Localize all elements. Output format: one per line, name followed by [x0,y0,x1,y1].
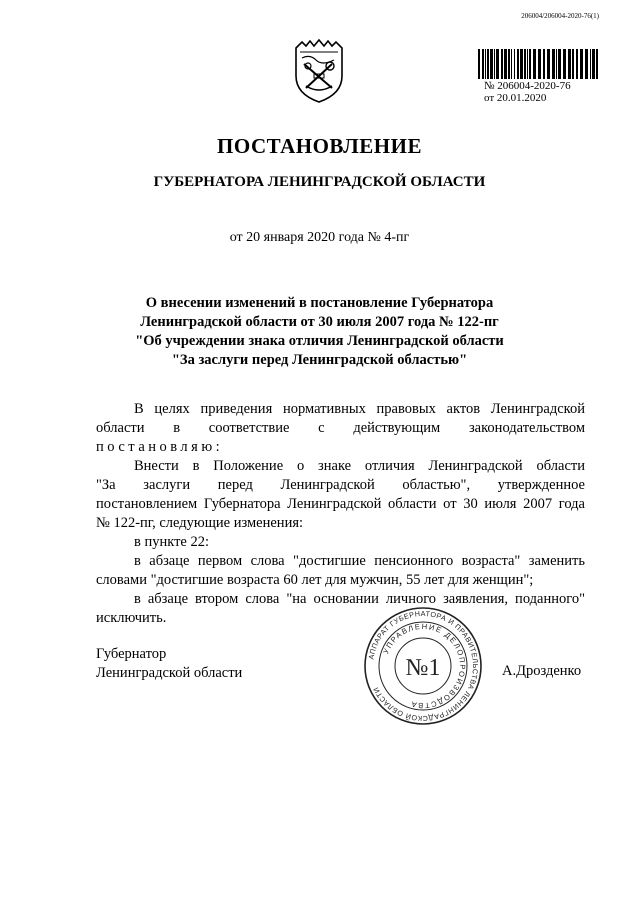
barcode-bar [511,49,512,79]
heading-line: Ленинградской области от 30 июля 2007 года № 122-пг [140,314,499,330]
stamp-inner-text: УПРАВЛЕНИЕ ДЕЛОПРОИЗВОДСТВА [381,621,468,711]
barcode-bar [496,49,499,79]
barcode-bar [514,49,515,79]
barcode-bar [576,49,578,79]
barcode-bar [556,49,557,79]
document-heading [80,294,559,370]
barcode-bar [563,49,566,79]
barcode-bar [520,49,523,79]
document-body [96,400,585,628]
barcode-bar [529,49,531,79]
barcode-bar [508,49,510,79]
barcode-icon [478,49,600,79]
body-line: В целях приведения нормативных правовых актов Ленинградской [134,401,585,417]
barcode-bar [558,49,561,79]
barcode-bar [478,49,480,79]
official-stamp-icon [362,605,484,727]
barcode-bar [501,49,503,79]
body-line: исключить. [96,610,167,626]
coat-of-arms-icon [292,38,346,104]
signatory-title-line: Губернатор [96,646,167,662]
body-line: в пункте 22: [134,534,210,550]
barcode-bar [490,49,493,79]
barcode-bar [596,49,598,79]
document-header-id: 206004/206004-2020-76(1) [521,12,599,20]
barcode-bar [527,49,528,79]
barcode-bar [494,49,495,79]
stamp-number: №1 [405,655,441,681]
heading-line: "За заслуги перед Ленинградской областью" [171,352,468,368]
barcode-bar [504,49,507,79]
body-line: постановлением Губернатора Ленинградской области от 30 июля 2007 года [96,496,585,512]
barcode-bar [568,49,571,79]
document-title: ПОСТАНОВЛЕНИЕ [217,134,422,158]
stamp-outer-text: АППАРАТ ГУБЕРНАТОРА И ПРАВИТЕЛЬСТВА ЛЕНИНГРАДСКОЙ ОБЛАСТИ [366,608,481,724]
heading-line: О внесении изменений в постановление Губернатора [145,295,494,311]
barcode-bar [482,49,484,79]
body-line: № 122-пг, следующие изменения: [96,515,304,531]
barcode-bar [592,49,595,79]
body-line: в абзаце втором слова "на основании личного заявления, поданного" [134,591,585,607]
registration-date: от 20.01.2020 [484,92,547,104]
barcode-bar [585,49,588,79]
barcode-bar [547,49,550,79]
barcode-bar [590,49,591,79]
barcode-bar [543,49,545,79]
signatory-name: А.Дрозденко [502,663,582,679]
barcode-bar [485,49,486,79]
barcode-bar [552,49,555,79]
barcode-bar [517,49,519,79]
body-line: в абзаце первом слова "достигшие пенсионного возраста" заменить [134,553,585,569]
registration-block [484,80,571,104]
body-line: "За заслуги перед Ленинградской областью", утвержденное [96,477,585,493]
body-line: области в соответствие с действующим законодательством [96,420,585,436]
registration-number: № 206004-2020-76 [484,80,571,92]
barcode-bar [580,49,583,79]
barcode-bar [538,49,541,79]
body-line: постановляю: [96,439,224,455]
document-date: от 20 января 2020 года № 4-пг [229,230,410,245]
signatory-title [96,645,242,683]
signatory-title-line: Ленинградской области [96,665,243,681]
barcode-bar [533,49,536,79]
document-subtitle: ГУБЕРНАТОРА ЛЕНИНГРАДСКОЙ ОБЛАСТИ [153,174,486,190]
barcode-bar [572,49,574,79]
barcode-bar [524,49,526,79]
barcode-bar [487,49,489,79]
body-line: словами "достигшие возраста 60 лет для мужчин, 55 лет для женщин"; [96,572,534,588]
body-line: Внести в Положение о знаке отличия Ленинградской области [134,458,585,474]
heading-line: "Об учреждении знака отличия Ленинградской области [135,333,504,349]
